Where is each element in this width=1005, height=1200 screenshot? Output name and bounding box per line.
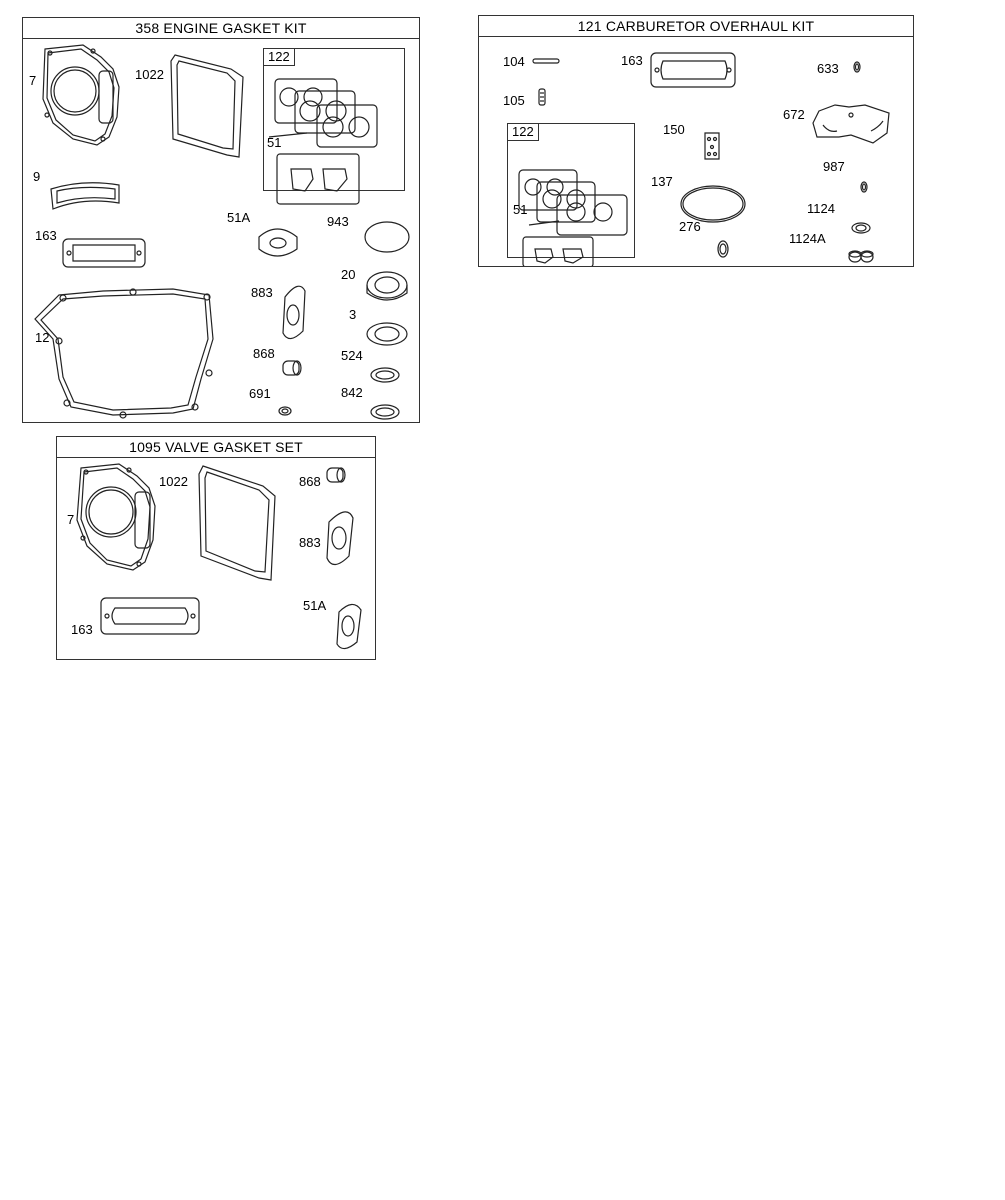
callout-1124a: 1124A bbox=[789, 231, 826, 246]
panel-title: 1095 VALVE GASKET SET bbox=[57, 437, 375, 458]
part-276-seal bbox=[718, 241, 728, 257]
callout-51a: 51A bbox=[303, 598, 327, 613]
callout-137: 137 bbox=[651, 174, 673, 189]
callout-20: 20 bbox=[341, 267, 356, 282]
callout-276: 276 bbox=[679, 219, 701, 234]
part-105-needle bbox=[539, 89, 545, 105]
part-163-gasket bbox=[651, 53, 735, 87]
part-104-pin bbox=[533, 59, 559, 63]
callout-163: 163 bbox=[35, 228, 57, 243]
valve-gasket-set-panel bbox=[56, 436, 376, 660]
part-883-gasket bbox=[283, 286, 305, 338]
callout-105: 105 bbox=[503, 93, 525, 108]
part-137-o-ring-inner bbox=[683, 188, 743, 220]
part-943-o-ring bbox=[365, 222, 409, 252]
callout-842: 842 bbox=[341, 385, 363, 400]
part-7-head-gasket bbox=[43, 45, 119, 145]
callout-672: 672 bbox=[783, 107, 805, 122]
callout-987: 987 bbox=[823, 159, 845, 174]
engine-gasket-drawings bbox=[23, 39, 419, 422]
part-987-ring bbox=[861, 182, 867, 192]
callout-883: 883 bbox=[299, 535, 321, 550]
callout-150: 150 bbox=[663, 122, 685, 137]
part-1124-washer bbox=[852, 223, 870, 233]
part-122-carb-gaskets bbox=[269, 79, 377, 204]
callout-524: 524 bbox=[341, 348, 363, 363]
callout-691: 691 bbox=[249, 386, 271, 401]
part-163-gasket bbox=[63, 239, 145, 267]
callout-7: 7 bbox=[67, 512, 75, 527]
part-20-seal bbox=[367, 272, 407, 300]
part-150-plate bbox=[705, 133, 719, 159]
part-12-crankcase-gasket bbox=[35, 289, 213, 418]
part-868-seal bbox=[327, 468, 345, 482]
part-1022-gasket bbox=[199, 466, 275, 580]
part-868-seal bbox=[283, 361, 301, 375]
subkit-122-label: 122 bbox=[508, 124, 539, 141]
callout-12: 12 bbox=[35, 330, 50, 345]
part-672-gasket bbox=[813, 105, 889, 143]
part-163-gasket bbox=[101, 598, 199, 634]
part-691-washer bbox=[279, 407, 291, 415]
callout-51a: 51A bbox=[227, 210, 251, 225]
callout-7: 7 bbox=[29, 73, 37, 88]
part-1124a-washers bbox=[849, 251, 873, 262]
callout-1022: 1022 bbox=[159, 474, 188, 489]
callout-1124: 1124 bbox=[807, 201, 835, 216]
part-1022-gasket bbox=[171, 55, 243, 157]
part-524-washer bbox=[371, 368, 399, 382]
valve-gasket-drawings bbox=[57, 458, 375, 659]
callout-868: 868 bbox=[299, 474, 321, 489]
part-51a-gasket bbox=[259, 229, 297, 256]
part-51a-gasket bbox=[337, 604, 361, 648]
callout-9: 9 bbox=[33, 169, 41, 184]
carburetor-overhaul-kit-panel bbox=[478, 15, 914, 267]
callout-3: 3 bbox=[349, 307, 357, 322]
callout-104: 104 bbox=[503, 54, 525, 69]
callout-633: 633 bbox=[817, 61, 839, 76]
part-7-head-gasket bbox=[77, 464, 155, 570]
subkit-122-label: 122 bbox=[264, 49, 295, 66]
callout-883: 883 bbox=[251, 285, 273, 300]
callout-163: 163 bbox=[621, 53, 643, 68]
part-3-seal bbox=[367, 323, 407, 345]
panel-title: 121 CARBURETOR OVERHAUL KIT bbox=[479, 16, 913, 37]
callout-868: 868 bbox=[253, 346, 275, 361]
callout-943: 943 bbox=[327, 214, 349, 229]
part-842-washer bbox=[371, 405, 399, 419]
part-883-gasket bbox=[327, 512, 353, 565]
part-137-o-ring bbox=[681, 186, 745, 222]
callout-51: 51 bbox=[513, 202, 528, 217]
panel-title: 358 ENGINE GASKET KIT bbox=[23, 18, 419, 39]
engine-gasket-kit-panel bbox=[22, 17, 420, 423]
callout-1022: 1022 bbox=[135, 67, 164, 82]
part-9-gasket bbox=[51, 183, 119, 209]
callout-51: 51 bbox=[267, 135, 282, 150]
callout-163: 163 bbox=[71, 622, 93, 637]
part-633-ring bbox=[854, 62, 860, 72]
part-122-carb-gaskets bbox=[519, 170, 627, 266]
